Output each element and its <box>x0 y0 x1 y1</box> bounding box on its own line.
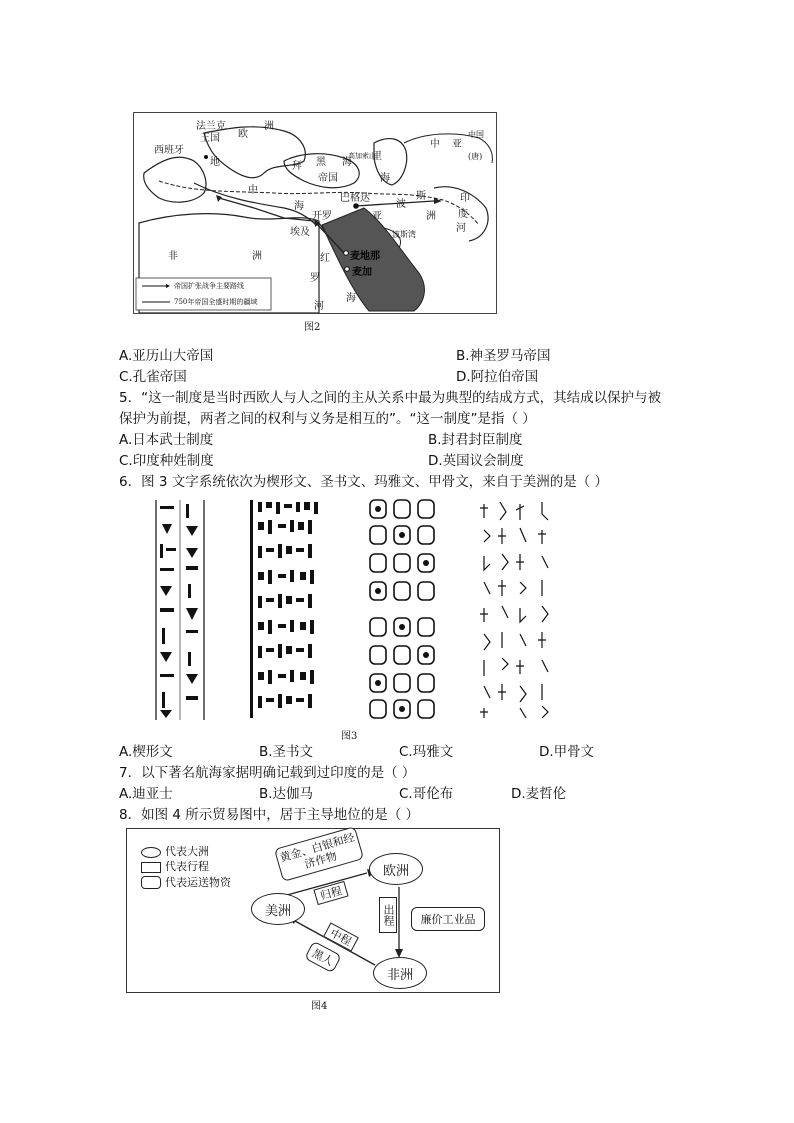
goods-cheap-industrial: 廉价工业品 <box>411 907 485 931</box>
q5-option-c[interactable]: C.印度种姓制度 <box>119 453 214 469</box>
q6-option-d[interactable]: D.甲骨文 <box>539 744 595 760</box>
map-label: 高加索山 <box>348 152 376 160</box>
figure-3-scripts <box>150 496 560 722</box>
map-label: 法兰克 <box>196 121 226 132</box>
map-label: 亚 <box>372 211 382 222</box>
legend-route-label: 帝国扩张战争主要路线 <box>174 282 244 290</box>
map-label: 洲 <box>252 251 262 262</box>
map-label: 里 <box>372 151 382 162</box>
figure-4-caption: 图4 <box>311 1001 328 1012</box>
map-label: 海 <box>294 201 304 212</box>
legend-border-label: 750年帝国全盛时期的疆域 <box>174 298 258 306</box>
map-label: 王国 <box>200 133 220 144</box>
map-label: 巴格达 <box>340 193 370 204</box>
map-label: 海 <box>346 293 356 304</box>
map-label: 亚 <box>452 139 462 150</box>
map-label: 非 <box>168 251 178 262</box>
map-label: 红 <box>320 253 330 264</box>
q6-option-a[interactable]: A.楔形文 <box>119 744 173 760</box>
map-label: 拜 <box>292 161 302 172</box>
q8-stem: 8．如图 4 所示贸易图中，居于主导地位的是（ ） <box>119 807 420 823</box>
figure-3-caption: 图3 <box>341 731 358 742</box>
q7-option-a[interactable]: A.迪亚士 <box>119 786 173 802</box>
q7-option-c[interactable]: C.哥伦布 <box>399 786 454 802</box>
route-outbound: 出程 <box>379 897 397 933</box>
map-label: 西班牙 <box>154 145 184 156</box>
hieroglyph-glyphs <box>250 500 318 718</box>
q5-option-d[interactable]: D.英国议会制度 <box>428 453 524 469</box>
q7-stem: 7．以下著名航海家据明确记载到过印度的是（ ） <box>119 765 416 781</box>
legend-goods-label: 代表运送物资 <box>165 876 231 889</box>
q4-option-b[interactable]: B.神圣罗马帝国 <box>456 348 551 364</box>
q4-option-d[interactable]: D.阿拉伯帝国 <box>456 369 539 385</box>
legend-continent-label: 代表大洲 <box>165 845 209 858</box>
q5-option-a[interactable]: A.日本武士制度 <box>119 432 214 448</box>
map-label: 印 <box>460 193 470 204</box>
map-label: 海 <box>342 157 352 168</box>
map-label: 麦加 <box>352 267 372 278</box>
q4-option-a[interactable]: A.亚历山大帝国 <box>119 348 214 364</box>
q5-option-b[interactable]: B.封君封臣制度 <box>428 432 523 448</box>
q7-option-b[interactable]: B.达伽马 <box>259 786 314 802</box>
q5-stem-line1: 5．“这一制度是当时西欧人与人之间的主从关系中最为典型的结成方式，其结成以保护与被 <box>119 390 662 406</box>
map-label: 中 <box>248 185 258 196</box>
figure-2-caption: 图2 <box>304 322 321 333</box>
map-label: 海 <box>380 173 390 184</box>
map-label: 埃及 <box>290 227 310 238</box>
writing-samples-drawing <box>150 496 560 722</box>
map-label: 罗 <box>310 273 320 284</box>
oracle-bone-glyphs <box>480 502 548 718</box>
q7-option-d[interactable]: D.麦哲伦 <box>511 786 567 802</box>
map-label: 中国 <box>468 130 484 139</box>
map-label: 斯 <box>416 191 426 202</box>
map-label: 欧 <box>238 129 248 140</box>
map-label: 黑 <box>316 157 326 168</box>
goods-gold-silver-crops: 黄金、白银和经济作物 <box>274 826 364 882</box>
map-label: 波斯湾 <box>392 230 416 239</box>
map-label: 地 <box>210 157 220 168</box>
cuneiform-glyphs <box>160 504 198 718</box>
continent-africa: 非洲 <box>373 957 427 989</box>
continent-europe: 欧洲 <box>369 853 423 885</box>
map-label: 度 <box>458 209 468 220</box>
maya-glyph-fills <box>375 506 429 712</box>
map-label: 洲 <box>264 121 274 132</box>
map-label: 河 <box>314 301 324 312</box>
q5-stem-line2: 保护为前提，两者之间的权利与义务是相互的”。“这一制度”是指（ ） <box>119 411 536 427</box>
q6-stem: 6．图 3 文字系统依次为楔形文、圣书文、玛雅文、甲骨文，来自于美洲的是（ ） <box>119 474 609 490</box>
map-label: 帝国 <box>318 173 338 184</box>
map-label: 开罗 <box>312 211 332 222</box>
figure-4-trade-diagram <box>126 828 500 993</box>
map-label: 河 <box>456 223 466 234</box>
map-label: (唐) <box>468 152 483 161</box>
q6-option-c[interactable]: C.玛雅文 <box>399 744 454 760</box>
map-label: 波 <box>396 199 406 210</box>
legend-route-label: 代表行程 <box>165 860 209 873</box>
route-middle: 中程 <box>323 922 359 951</box>
q4-option-c[interactable]: C.孔雀帝国 <box>119 369 187 385</box>
continent-america: 美洲 <box>251 893 305 925</box>
map-label: 中 <box>430 139 440 150</box>
map-label: 麦地那 <box>350 251 380 262</box>
q6-option-b[interactable]: B.圣书文 <box>259 744 314 760</box>
goods-slaves: 黑人 <box>304 941 342 974</box>
figure-2-map <box>133 112 497 314</box>
map-label: 洲 <box>426 211 436 222</box>
route-return: 归程 <box>313 881 348 905</box>
